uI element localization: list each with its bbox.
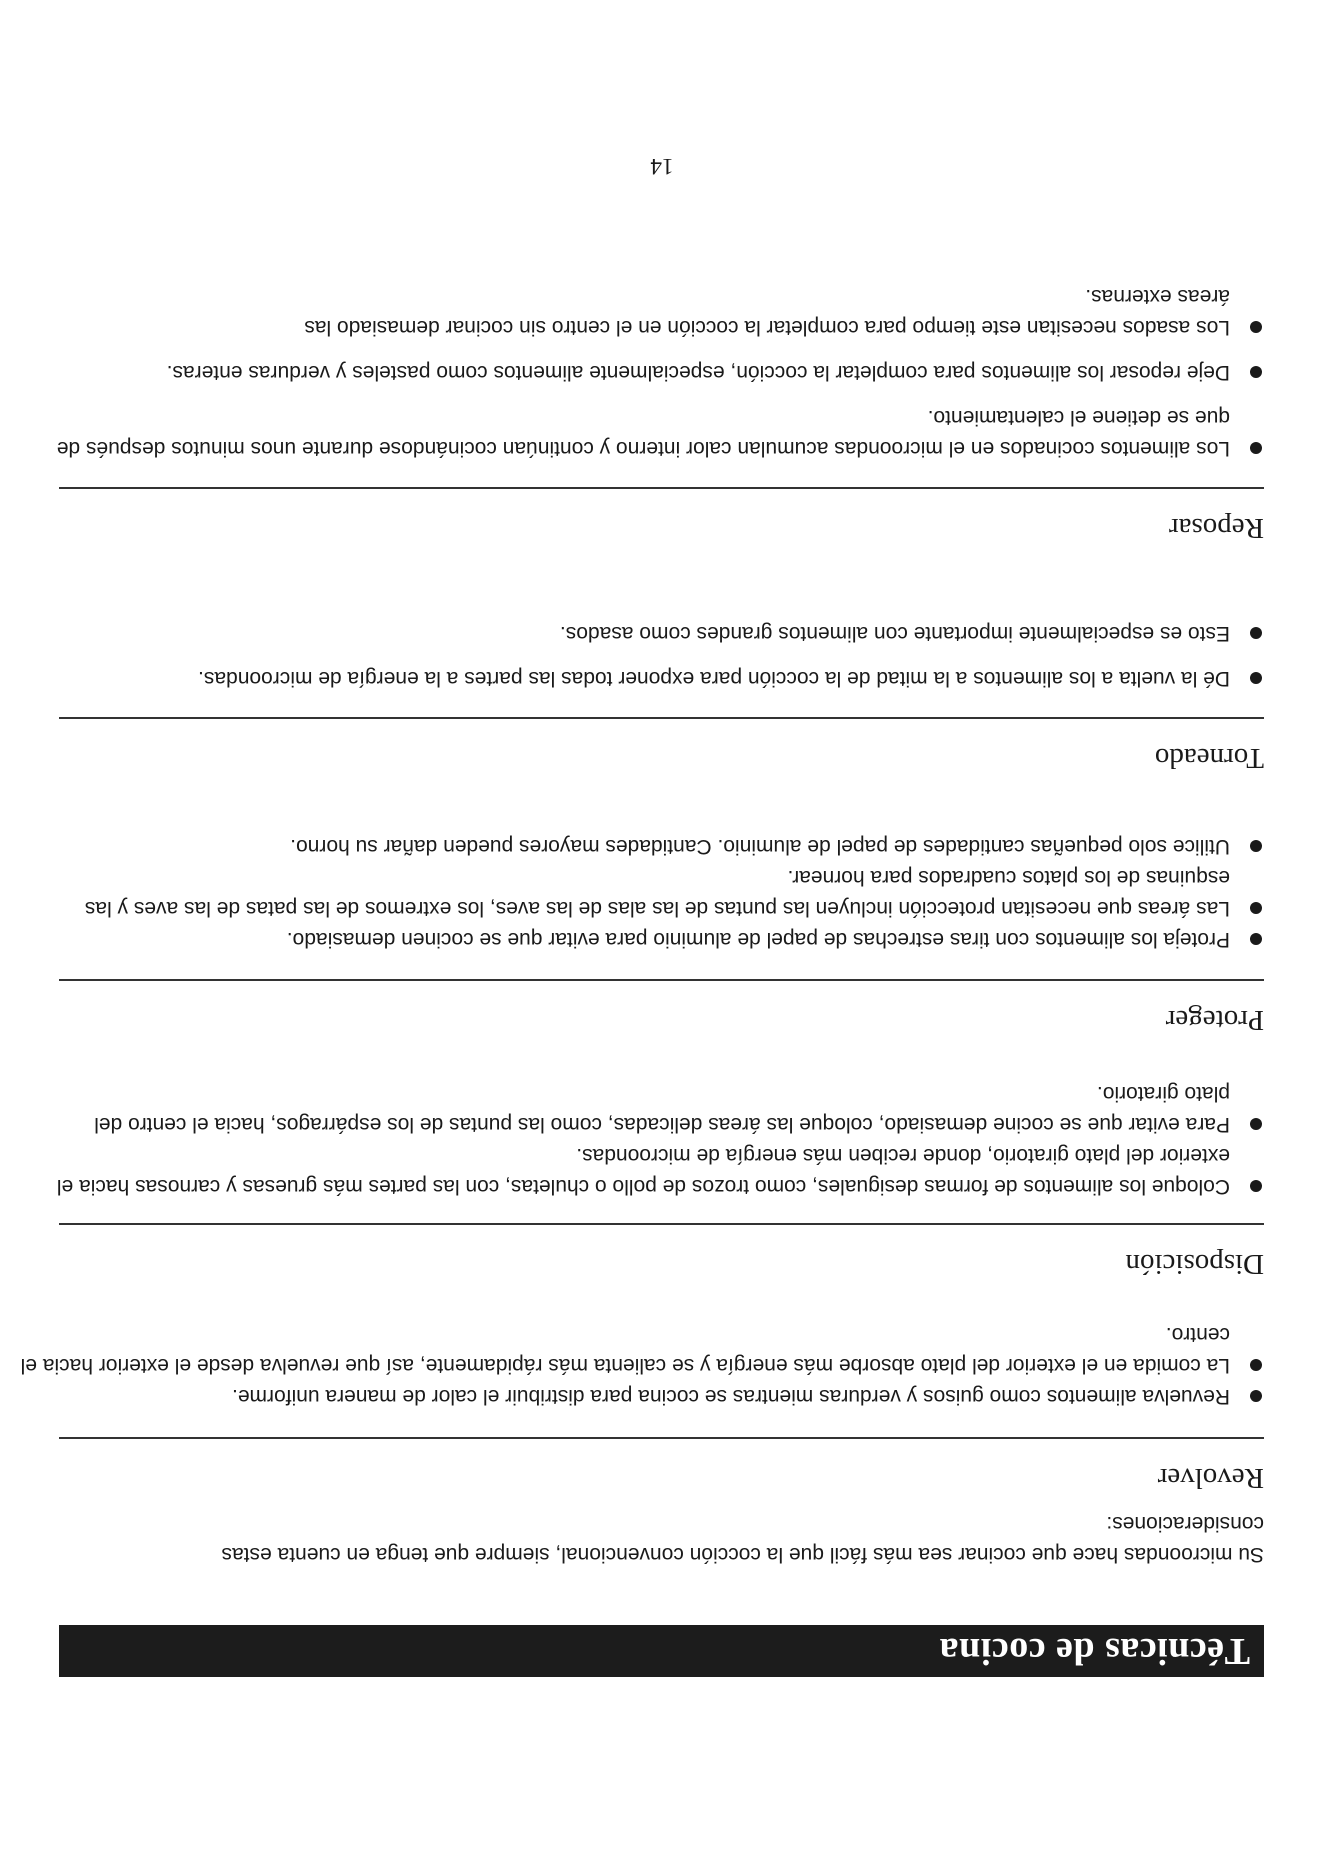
- list-item: La comida en el exterior del plato absorbe más energía y se calienta más rápidamente, así que revuelva desde el exterior hacia el centro.: [4, 1319, 1264, 1381]
- list-item: Revuelva alimentos como guisos y verduras mientras se cocina para distribuir el calor de manera uniforme.: [4, 1381, 1264, 1412]
- bullet-icon: [1250, 1359, 1262, 1371]
- section-divider: [59, 487, 1264, 489]
- list-item: Las áreas que necesitan protección incluyen las puntas de las alas de las aves, los extremos de las patas de las aves y las esquinas de los platos cuadrados para hornear.: [49, 862, 1264, 924]
- section-heading-torneado: Torneado: [1154, 742, 1264, 774]
- list-item: Deje reposar los alimentos para completar la cocción, especialmente alimentos como pasteles y verduras enteras.: [49, 357, 1264, 388]
- bullet-icon: [1250, 627, 1262, 639]
- section-heading-revolver: Revolver: [1157, 1462, 1264, 1494]
- bullet-icon: [1250, 366, 1262, 378]
- list-item: Los alimentos cocinados en el microondas acumulan calor interno y continúan cocinándose durante unos minutos después de que se detiene el calentamiento.: [49, 402, 1264, 464]
- section-list-proteger: [49, 831, 1264, 955]
- page-title: Técnicas de cocina: [939, 1630, 1250, 1672]
- section-divider: [59, 717, 1264, 719]
- bullet-icon: [1250, 672, 1262, 684]
- bullet-icon: [1250, 1180, 1262, 1192]
- section-heading-proteger: Proteger: [1165, 1004, 1264, 1036]
- section-list-disposicion: [49, 1078, 1264, 1202]
- section-heading-disposicion: Disposición: [1125, 1248, 1264, 1280]
- section-divider: [59, 1437, 1264, 1439]
- bullet-icon: [1250, 1390, 1262, 1402]
- list-item: Utilice solo pequeñas cantidades de papel de aluminio. Cantidades mayores pueden dañar su horno.: [49, 831, 1264, 862]
- section-heading-reposar: Reposar: [1168, 512, 1264, 544]
- section-list-torneado: [49, 618, 1264, 694]
- list-item: Coloque los alimentos de formas desiguales, como trozos de pollo o chuletas, con las partes más gruesas y carnosas hacia el exterior del plato giratorio, donde reciben más energía de microondas.: [49, 1140, 1264, 1202]
- list-item: Para evitar que se cocine demasiado, coloque las áreas delicadas, como las puntas de los espárragos, hacia el centro del plato giratorio.: [49, 1078, 1264, 1140]
- bullet-icon: [1250, 840, 1262, 852]
- section-list-revolver: [4, 1319, 1264, 1412]
- bullet-icon: [1250, 1118, 1262, 1130]
- intro-paragraph: Su microondas hace que cocinar sea más fácil que la cocción convencional, siempre que tenga en cuenta estas consideraciones:: [221, 1512, 1264, 1566]
- title-bar: [59, 1625, 1264, 1677]
- list-item: Los asados necesitan este tiempo para completar la cocción en el centro sin cocinar demasiado las áreas externas.: [250, 281, 1264, 343]
- list-item: Proteja los alimentos con tiras estrechas de papel de aluminio para evitar que se cocinen demasiado.: [49, 924, 1264, 955]
- list-item: Dé la vuelta a los alimentos a la mitad de la cocción para exponer todas las partes a la energía de microondas.: [49, 663, 1264, 694]
- section-divider: [59, 979, 1264, 981]
- bullet-icon: [1250, 933, 1262, 945]
- bullet-icon: [1250, 321, 1262, 333]
- section-list-reposar: [49, 281, 1264, 464]
- page-number: 14: [650, 154, 674, 179]
- bullet-icon: [1250, 442, 1262, 454]
- section-divider: [59, 1223, 1264, 1225]
- bullet-icon: [1250, 902, 1262, 914]
- list-item: Esto es especialmente importante con alimentos grandes como asados.: [49, 618, 1264, 649]
